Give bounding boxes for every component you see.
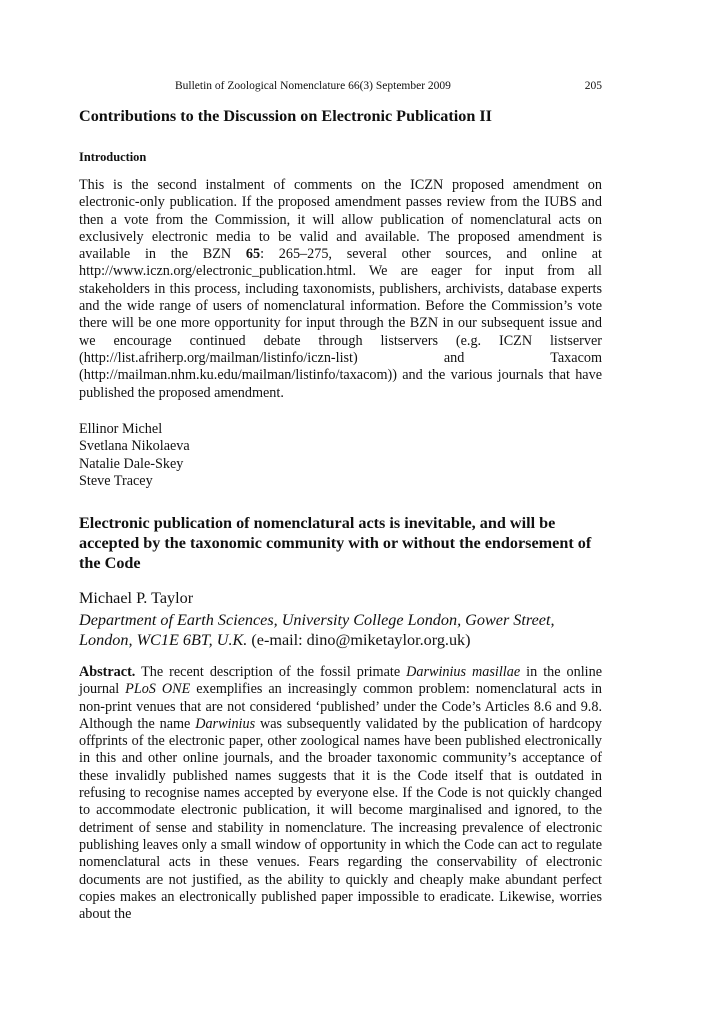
introduction-heading: Introduction bbox=[79, 150, 147, 164]
signatory-name: Natalie Dale-Skey bbox=[79, 455, 184, 472]
intro-text-part1: This is the second instalment of comments on the ICZN proposed amendment on electronic-only publication. If the proposed amendment passes review from the IUBS and then a vote from the Commission, it will allow publication of nomenclatural acts on exclusively electronic media to be valid and available. The proposed amendment is available in the BZN bbox=[79, 177, 602, 263]
signatory-name: Svetlana Nikolaeva bbox=[79, 438, 190, 455]
abstract-text: The recent description of the fossil primate bbox=[135, 664, 407, 680]
signatory-name: Ellinor Michel bbox=[79, 421, 163, 437]
journal-citation: Bulletin of Zoological Nomenclature 66(3) September 2009 bbox=[175, 80, 451, 92]
article-title: Electronic publication of nomenclatural acts is inevitable, and will be accepted by the taxonomic community with or without the endorsement of the Code bbox=[79, 514, 592, 572]
abstract-paragraph bbox=[79, 664, 602, 923]
affiliation-address: Department of Earth Sciences, University College London, Gower Street, London, WC1E 6BT, U.K. bbox=[79, 611, 555, 649]
editor-signatures bbox=[79, 421, 190, 491]
volume-number: 65 bbox=[245, 246, 261, 263]
article-author: Michael P. Taylor bbox=[79, 589, 194, 607]
section-title: Contributions to the Discussion on Electronic Publication II bbox=[79, 107, 492, 125]
signatory-name: Steve Tracey bbox=[79, 473, 153, 490]
author-email: (e-mail: dino@miketaylor.org.uk) bbox=[251, 630, 471, 649]
introduction-paragraph bbox=[79, 177, 602, 402]
intro-text-part2: : 265–275, several other sources, and online at http://www.iczn.org/electronic_publication.html. We are eager for input from all stakeholders in this process, including taxonomists, publishers, archivists, database experts and the wide range of users of nomenclatural information. Before the Commission’s vote there will be one more opportunity for input through the BZN in our subsequent issue and we encourage continued debate through listservers (e.g. ICZN listserver (http://list.afriherp.org/mailman/listinfo/iczn-list) and Taxacom (http://mailman.nhm.ku.edu/mailman/listinfo/taxacom)) and the various journals that have published the proposed amendment. bbox=[79, 246, 603, 401]
author-affiliation bbox=[79, 611, 602, 650]
abstract-text: was subsequently validated by the publication of hardcopy offprints of the electronic paper, other zoological names have been published electronically in this and other online journals, and the broader taxonomic community’s acceptance of these invalidly published names suggests that it is the Code itself that is outdated in refusing to recognise names accepted by everyone else. If the Code is not quickly changed to accommodate electronic publication, it will become marginalised and ignored, to the detriment of sense and stability in nomenclature. The increasing prevalence of electronic publishing leaves only a small window of opportunity in which the Code can act to regulate nomenclatural acts in these venues. Fears regarding the conservability of electronic documents are not justified, as the ability to quickly and cheaply make abundant perfect copies makes an electronically published paper impossible to eradicate. Likewise, worries about the bbox=[79, 715, 602, 923]
species-name: Darwinius masillae bbox=[406, 664, 521, 680]
journal-name: PLoS ONE bbox=[125, 681, 191, 698]
genus-name: Darwinius bbox=[195, 715, 256, 732]
page-number: 205 bbox=[584, 80, 602, 92]
abstract-text: exemplifies an increasingly common problem: nomenclatural acts in non-print venues that are not considered ‘published’ under the Code’s Articles 8.6 and 9.8. Although the name bbox=[79, 681, 603, 732]
abstract-text: in the online journal bbox=[79, 664, 602, 698]
abstract-label: Abstract. bbox=[79, 664, 136, 680]
